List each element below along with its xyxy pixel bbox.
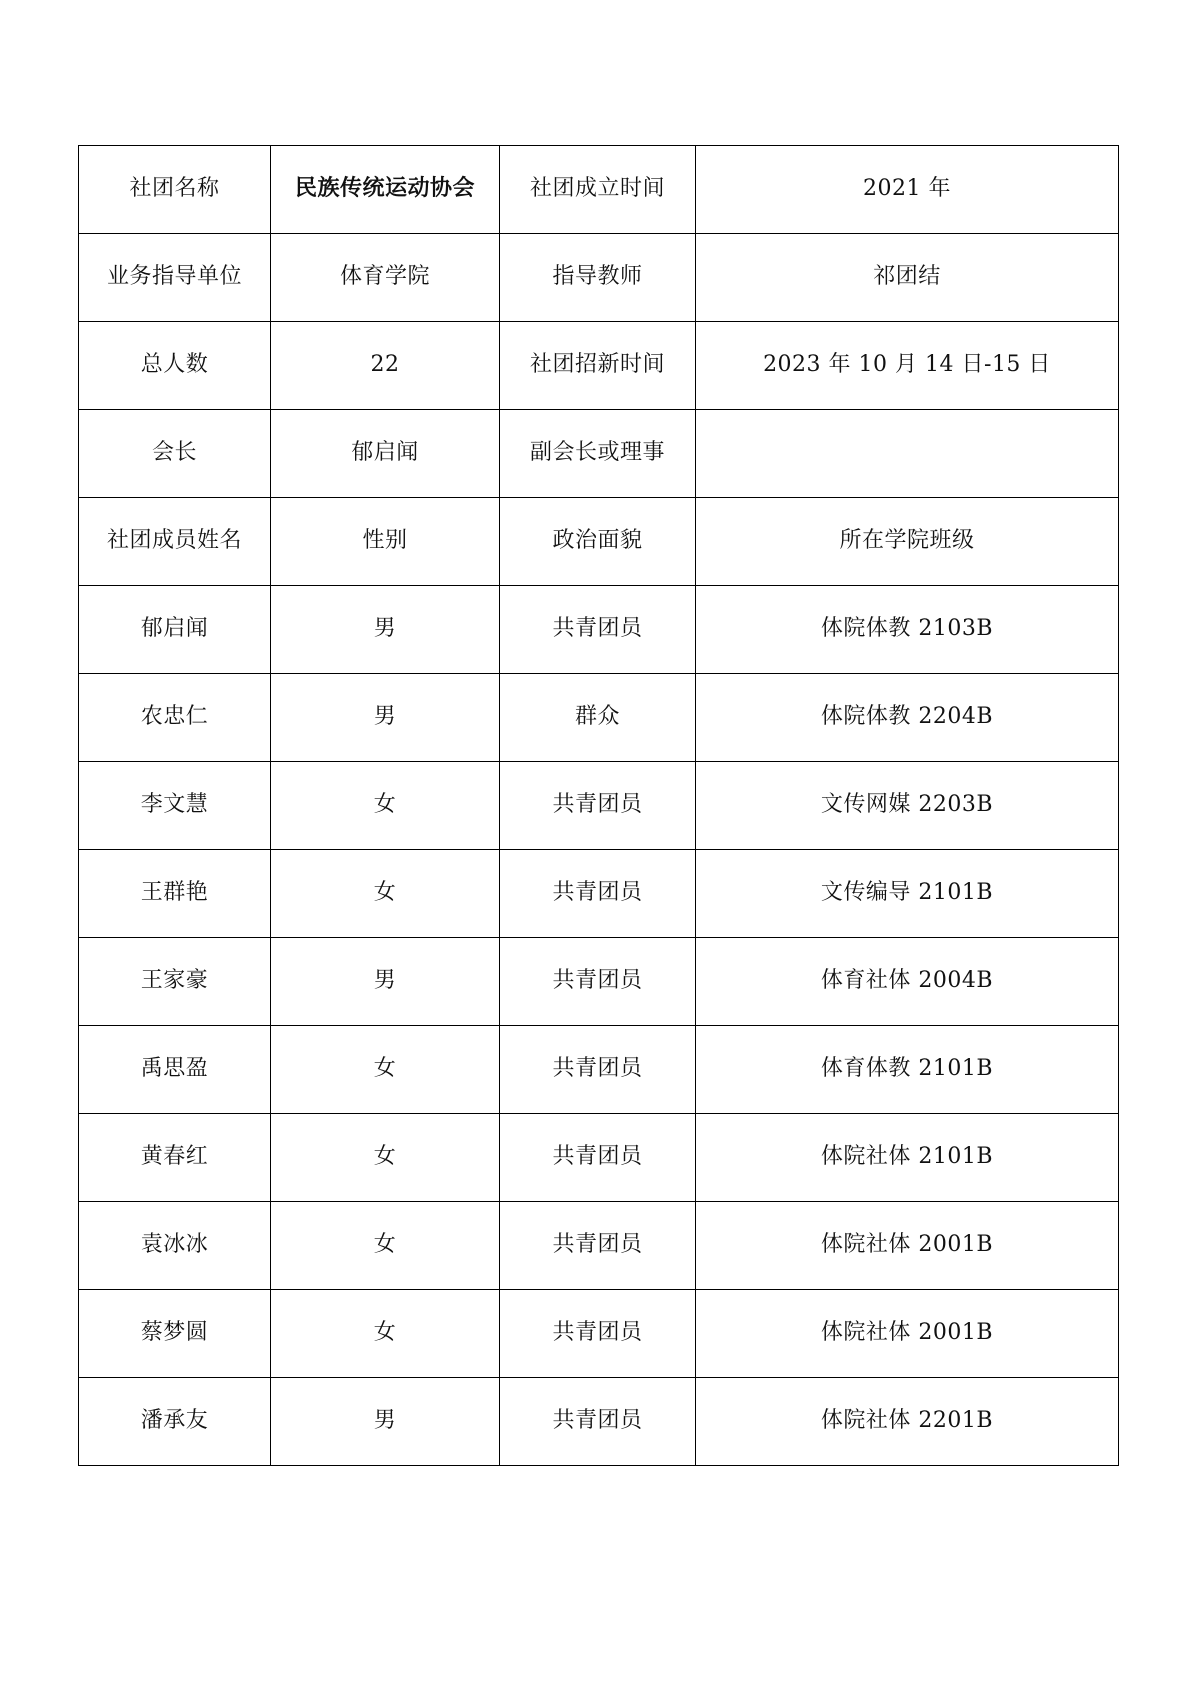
- member-class: 体院社体 2001B: [696, 1202, 1119, 1290]
- club-name-value: 民族传统运动协会: [271, 146, 500, 234]
- total-value: 22: [271, 322, 500, 410]
- member-gender-header: 性别: [271, 498, 500, 586]
- member-class: 文传编导 2101B: [696, 850, 1119, 938]
- member-name: 郁启闻: [79, 586, 271, 674]
- recruit-label: 社团招新时间: [500, 322, 696, 410]
- member-name: 王群艳: [79, 850, 271, 938]
- member-gender: 女: [271, 850, 500, 938]
- member-class: 体院社体 2001B: [696, 1290, 1119, 1378]
- member-name: 袁冰冰: [79, 1202, 271, 1290]
- member-row: [79, 674, 1119, 762]
- member-row: [79, 1290, 1119, 1378]
- vice-label: 副会长或理事: [500, 410, 696, 498]
- member-row: [79, 938, 1119, 1026]
- member-gender: 女: [271, 762, 500, 850]
- member-row: [79, 762, 1119, 850]
- advisor-label: 指导教师: [500, 234, 696, 322]
- member-name: 蔡梦圆: [79, 1290, 271, 1378]
- member-row: [79, 1378, 1119, 1466]
- member-political: 共青团员: [500, 938, 696, 1026]
- member-name: 李文慧: [79, 762, 271, 850]
- member-class-header: 所在学院班级: [696, 498, 1119, 586]
- member-political: 共青团员: [500, 1378, 696, 1466]
- table-row: [79, 146, 1119, 234]
- member-row: [79, 850, 1119, 938]
- table-row: [79, 322, 1119, 410]
- member-class: 体院社体 2201B: [696, 1378, 1119, 1466]
- unit-value: 体育学院: [271, 234, 500, 322]
- total-label: 总人数: [79, 322, 271, 410]
- table-row: [79, 410, 1119, 498]
- member-row: [79, 1026, 1119, 1114]
- member-name: 农忠仁: [79, 674, 271, 762]
- advisor-value: 祁团结: [696, 234, 1119, 322]
- table-row: [79, 234, 1119, 322]
- member-political: 群众: [500, 674, 696, 762]
- member-class: 体育体教 2101B: [696, 1026, 1119, 1114]
- member-gender: 男: [271, 674, 500, 762]
- member-row: [79, 586, 1119, 674]
- member-class: 文传网媒 2203B: [696, 762, 1119, 850]
- member-gender: 男: [271, 1378, 500, 1466]
- member-political: 共青团员: [500, 762, 696, 850]
- member-gender: 女: [271, 1114, 500, 1202]
- member-row: [79, 1114, 1119, 1202]
- member-name: 黄春红: [79, 1114, 271, 1202]
- member-gender: 女: [271, 1290, 500, 1378]
- member-class: 体院社体 2101B: [696, 1114, 1119, 1202]
- member-gender: 女: [271, 1202, 500, 1290]
- member-name: 禹思盈: [79, 1026, 271, 1114]
- member-row: [79, 1202, 1119, 1290]
- member-political: 共青团员: [500, 850, 696, 938]
- member-gender: 女: [271, 1026, 500, 1114]
- member-political: 共青团员: [500, 1202, 696, 1290]
- table-body: [79, 146, 1119, 1466]
- member-political: 共青团员: [500, 586, 696, 674]
- member-political-header: 政治面貌: [500, 498, 696, 586]
- member-political: 共青团员: [500, 1026, 696, 1114]
- member-gender: 男: [271, 586, 500, 674]
- founded-value: 2021 年: [696, 146, 1119, 234]
- member-class: 体院体教 2204B: [696, 674, 1119, 762]
- member-name-header: 社团成员姓名: [79, 498, 271, 586]
- president-value: 郁启闻: [271, 410, 500, 498]
- member-name: 潘承友: [79, 1378, 271, 1466]
- member-name: 王家豪: [79, 938, 271, 1026]
- member-political: 共青团员: [500, 1290, 696, 1378]
- founded-label: 社团成立时间: [500, 146, 696, 234]
- member-header-row: [79, 498, 1119, 586]
- president-label: 会长: [79, 410, 271, 498]
- club-name-label: 社团名称: [79, 146, 271, 234]
- member-political: 共青团员: [500, 1114, 696, 1202]
- member-class: 体育社体 2004B: [696, 938, 1119, 1026]
- recruit-value: 2023 年 10 月 14 日-15 日: [696, 322, 1119, 410]
- unit-label: 业务指导单位: [79, 234, 271, 322]
- member-class: 体院体教 2103B: [696, 586, 1119, 674]
- club-member-table: [78, 145, 1119, 1466]
- vice-value: [696, 410, 1119, 498]
- member-gender: 男: [271, 938, 500, 1026]
